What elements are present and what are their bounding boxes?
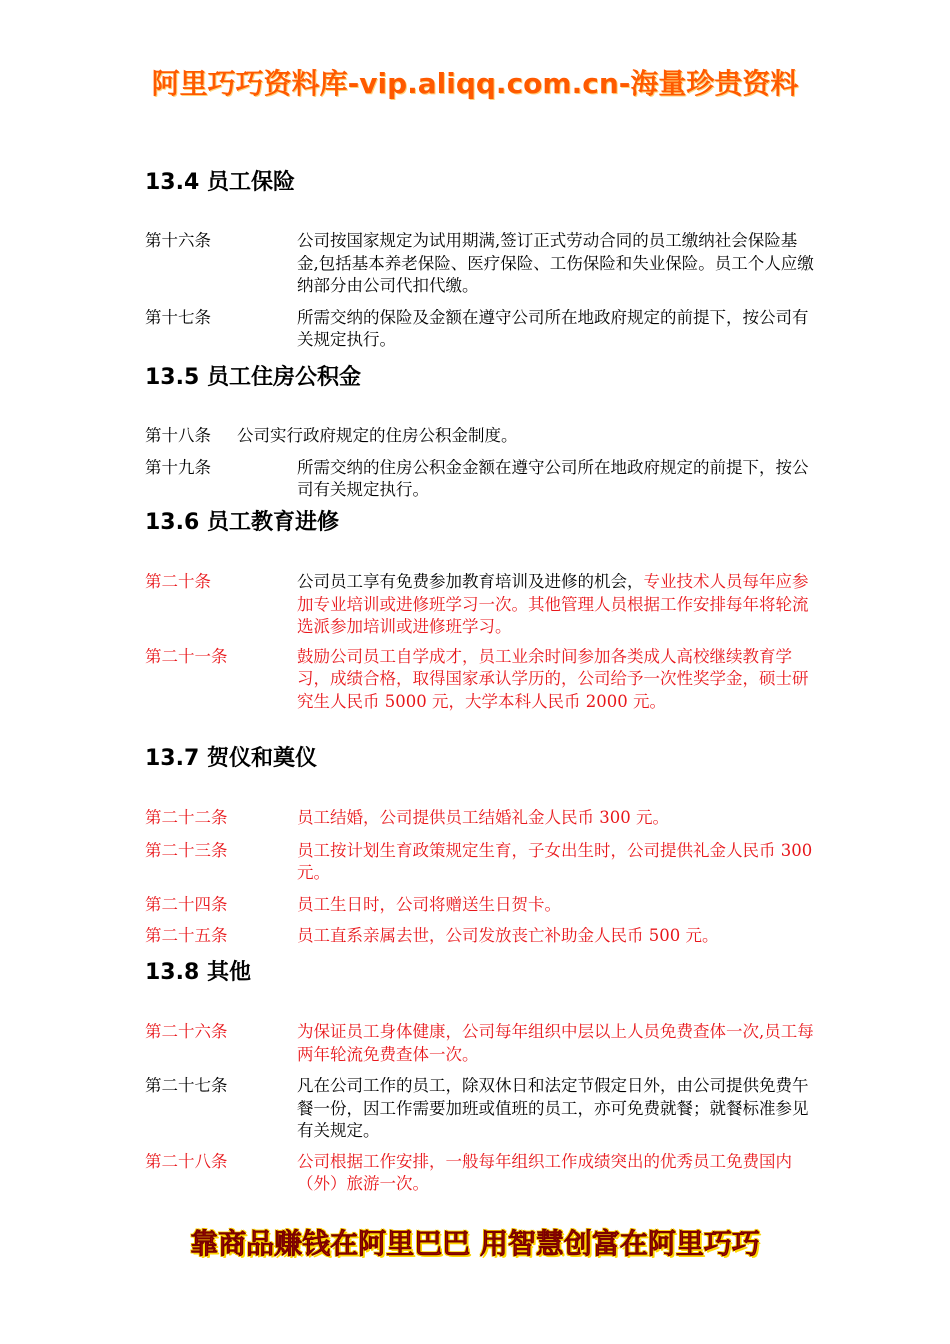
article-26 (145, 1021, 845, 1066)
article-text: 员工结婚，公司提供员工结婚礼金人民币 300 元。 (297, 808, 669, 827)
article-19 (145, 457, 845, 502)
article-text: 员工生日时，公司将赠送生日贺卡。 (297, 894, 561, 914)
section-heading: 13.7 贺仪和奠仪 (145, 746, 317, 771)
article-28 (145, 1151, 845, 1196)
article-label: 第二十六条 (145, 1022, 228, 1041)
article-24 (145, 894, 845, 917)
article-label: 第二十二条 (145, 808, 228, 827)
article-text: 鼓励公司员工自学成才，员工业余时间参加各类成人高校继续教育学习，成绩合格，取得国家承认学历的，公司给予一次性奖学金，硕士研究生人民币 5000 元，大学本科人民币 2000 元。 (297, 646, 809, 711)
section-heading: 13.8 其他 (145, 960, 251, 985)
article-text: 为保证员工身体健康，公司每年组织中层以上人员免费查体一次,员工每两年轮流免费查体一次。 (297, 1022, 814, 1064)
section-congratulation-condolence (145, 744, 845, 948)
article-17 (145, 307, 845, 352)
article-20 (145, 571, 845, 639)
article-25 (145, 925, 845, 948)
article-label: 第二十四条 (145, 894, 228, 914)
section-housing-fund (145, 363, 845, 502)
article-label: 第二十三条 (145, 840, 228, 860)
section-heading: 13.4 员工保险 (145, 170, 295, 195)
article-text: 凡在公司工作的员工，除双休日和法定节假定日外，由公司提供免费午餐一份，因工作需要加班或值班的员工，亦可免费就餐；就餐标准参见有关规定。 (297, 1076, 809, 1140)
section-heading: 13.6 员工教育进修 (145, 510, 339, 535)
article-22 (145, 807, 845, 830)
article-label: 第十六条 (145, 231, 211, 250)
section-education (145, 508, 845, 713)
article-text: 公司根据工作安排，一般每年组织工作成绩突出的优秀员工免费国内（外）旅游一次。 (297, 1151, 792, 1193)
article-text: 员工直系亲属去世，公司发放丧亡补助金人民币 500 元。 (297, 926, 719, 945)
article-label: 第二十八条 (145, 1151, 228, 1171)
section-other (145, 958, 845, 1196)
article-text: 公司按国家规定为试用期满,签订正式劳动合同的员工缴纳社会保险基金,包括基本养老保险、医疗保险、工伤保险和失业保险。员工个人应缴纳部分由公司代扣代缴。 (297, 231, 814, 295)
article-label: 第二十七条 (145, 1076, 228, 1095)
article-label: 第二十五条 (145, 926, 228, 945)
article-27 (145, 1075, 845, 1143)
article-text (297, 571, 817, 639)
article-18 (145, 425, 845, 448)
article-text: 所需交纳的保险及金额在遵守公司所在地政府规定的前提下，按公司有关规定执行。 (297, 307, 809, 349)
article-text: 公司实行政府规定的住房公积金制度。 (237, 426, 518, 445)
article-21 (145, 646, 845, 714)
article-label: 第十七条 (145, 307, 211, 327)
article-16 (145, 230, 845, 298)
bottom-banner: 靠商品赚钱在阿里巴巴 用智慧创富在阿里巧巧 (190, 1227, 760, 1260)
article-label: 第十九条 (145, 457, 211, 477)
article-label: 第十八条 (145, 426, 211, 445)
top-banner: 阿里巧巧资料库-vip.aliqq.com.cn-海量珍贵资料 (151, 67, 799, 100)
article-23 (145, 840, 845, 885)
article-label: 第二十条 (145, 572, 211, 591)
article-text: 所需交纳的住房公积金金额在遵守公司所在地政府规定的前提下，按公司有关规定执行。 (297, 457, 809, 499)
article-label: 第二十一条 (145, 646, 228, 666)
article-text-red: 专业技术人员每年应参加专业培训或进修班学习一次。其他管理人员根据工作安排每年将轮流选派参加培训或进修班学习。 (297, 572, 809, 636)
section-heading: 13.5 员工住房公积金 (145, 365, 361, 390)
section-employee-insurance (145, 168, 845, 352)
article-text: 员工按计划生育政策规定生育，子女出生时，公司提供礼金人民币 300 元。 (297, 840, 813, 882)
article-text-black: 公司员工享有免费参加教育培训及进修的机会， (297, 572, 644, 591)
